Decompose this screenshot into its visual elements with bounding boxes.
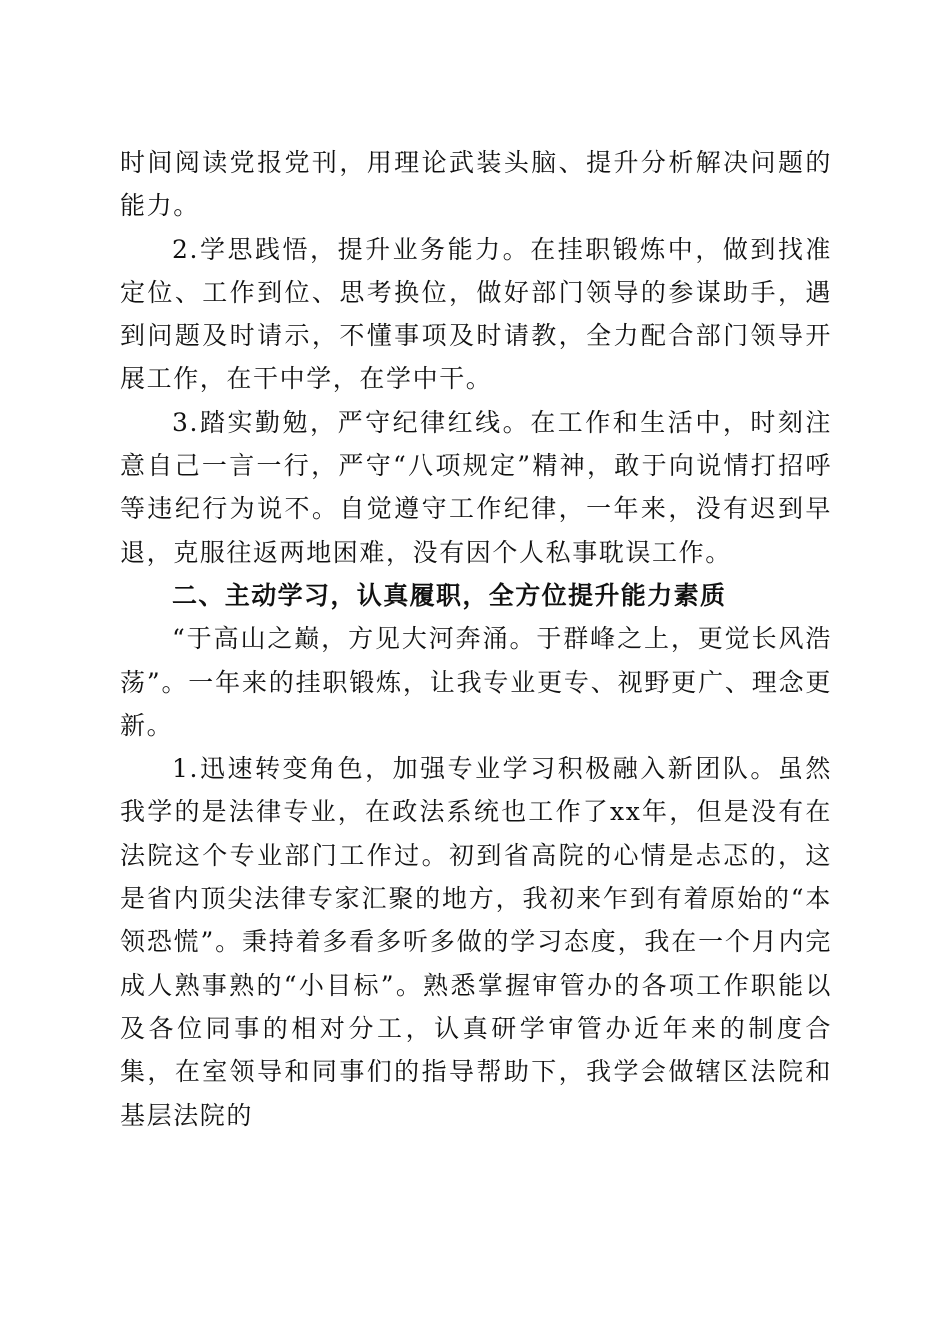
- paragraph-section-2-intro: “于高山之巅，方见大河奔涌。于群峰之上，更觉长风浩荡”。一年来的挂职锻炼，让我专业更专、视野更广、理念更新。: [120, 624, 832, 740]
- paragraph-point-2: 2.学思践悟，提升业务能力。在挂职锻炼中，做到找准定位、工作到位、思考换位，做好部门领导的参谋助手，遇到问题及时请示，不懂事项及时请教，全力配合部门领导开展工作，在干中学，在学中干。: [120, 234, 832, 394]
- section-2-heading: 二、主动学习，认真履职，全方位提升能力素质: [172, 580, 727, 610]
- paragraph-intro-continuation: 时间阅读党报党刊，用理论武装头脑、提升分析解决问题的能力。: [120, 148, 832, 221]
- document-body: [120, 141, 832, 1137]
- paragraph-point-3: 3.踏实勤勉，严守纪律红线。在工作和生活中，时刻注意自己一言一行，严守“八项规定”精神，敢于向说情打招呼等违纪行为说不。自觉遵守工作纪律，一年来，没有迟到早退，克服往返两地困难，没有因个人私事耽误工作。: [120, 407, 832, 567]
- paragraph-section-2-point-1: 1.迅速转变角色，加强专业学习积极融入新团队。虽然我学的是法律专业，在政法系统也工作了xx年，但是没有在法院这个专业部门工作过。初到省高院的心情是忐忑的，这是省内顶尖法律专家汇聚的地方，我初来乍到有着原始的“本领恐慌”。秉持着多看多听多做的学习态度，我在一个月内完成人熟事熟的“小目标”。熟悉掌握审管办的各项工作职能以及各位同事的相对分工，认真研学审管办近年来的制度合集，在室领导和同事们的指导帮助下，我学会做辖区法院和基层法院的: [120, 754, 832, 1130]
